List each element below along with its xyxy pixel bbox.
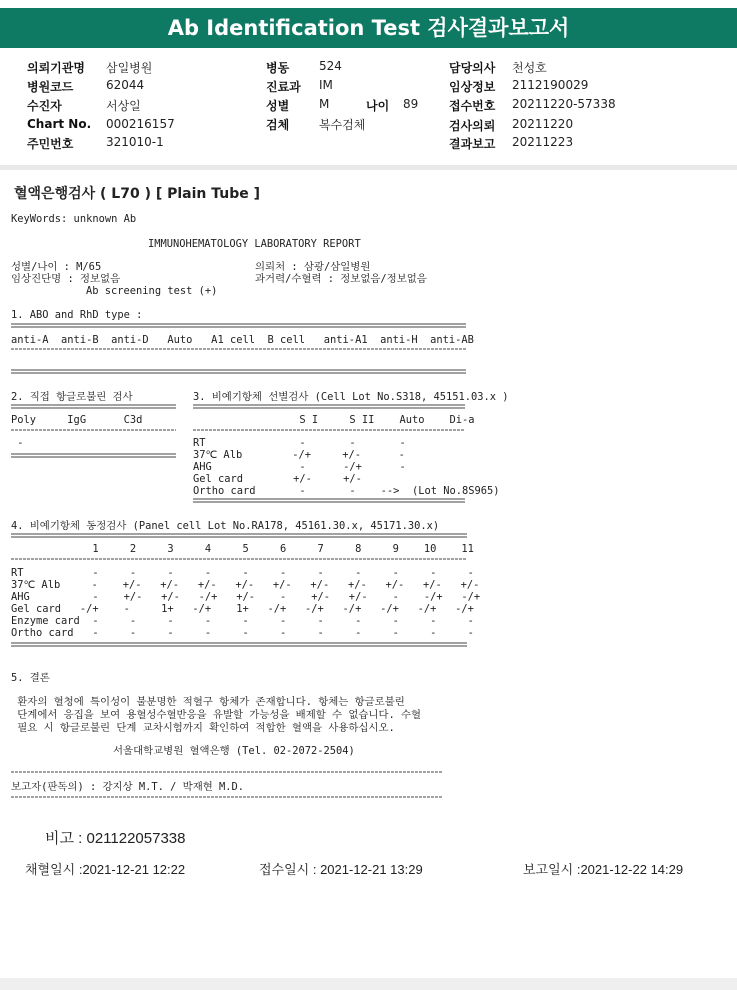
- conclusion-title: 5. 결론: [11, 672, 50, 684]
- header-label: Chart No.: [27, 117, 92, 131]
- panel-headers: 1 2 3 4 5 6 7 8 9 10 11: [11, 543, 474, 555]
- diagnosis: 임상진단명 : 정보없음: [11, 273, 121, 285]
- panel-row: 37℃ Alb - +/- +/- +/- +/- +/- +/- +/- +/- +/- +/-: [11, 579, 480, 591]
- header-label: 병동: [266, 61, 290, 75]
- note: 비고 : 021122057338: [45, 830, 186, 847]
- screening-section-title: 3. 비예기항체 선별검사 (Cell Lot No.S318, 45151.03.x ): [193, 391, 509, 403]
- screening-row: RT - - -: [193, 437, 406, 449]
- reporter: 보고자(판독의) : 강지상 M.T. / 박재현 M.D.: [11, 781, 245, 793]
- report-title-banner: [0, 8, 737, 48]
- received-time: 접수일시 : 2021-12-21 13:29: [259, 862, 423, 877]
- dat-section-title: 2. 직접 항글로불린 검사: [11, 391, 133, 403]
- conclusion-line: 환자의 혈청에 특이성이 불분명한 적혈구 항체가 존재합니다. 항체는 항글로불린: [11, 696, 405, 708]
- header-label: 결과보고: [449, 137, 496, 151]
- history: 과거력/수혈력 : 정보없음/정보없음: [255, 273, 427, 285]
- institution: 서울대학교병원 혈액은행 (Tel. 02-2072-2504): [113, 745, 355, 757]
- header-value: 삼일병원: [106, 61, 153, 75]
- conclusion-line: 단계에서 응집을 보여 용혈성수혈반응을 유발할 가능성을 배제할 수 없습니다. 수혈: [11, 709, 422, 721]
- header-label: 의뢰기관명: [27, 61, 85, 75]
- header-value: 천성호: [512, 61, 547, 75]
- header-label: 수진자: [27, 99, 62, 113]
- dat-headers: Poly IgG C3d: [11, 414, 143, 426]
- header-label: 검사의뢰: [449, 119, 496, 133]
- header-value: 524: [319, 59, 342, 73]
- dat-value: -: [11, 437, 24, 449]
- screening-row: Ortho card - - --> (Lot No.8S965): [193, 485, 500, 497]
- reported-time: 보고일시 :2021-12-22 14:29: [523, 862, 684, 877]
- panel-row: RT - - - - - - - - - - -: [11, 567, 474, 579]
- header-label: 나이: [366, 99, 390, 113]
- screening-result: Ab screening test (+): [86, 285, 218, 297]
- panel-row: Enzyme card - - - - - - - - - - -: [11, 615, 474, 627]
- collected-time: 채혈일시 :2021-12-21 12:22: [25, 862, 186, 877]
- header-value: IM: [319, 78, 333, 92]
- abo-table-rules: [11, 322, 469, 382]
- header-label: 담당의사: [449, 61, 496, 75]
- panel-row: Gel card -/+ - 1+ -/+ 1+ -/+ -/+ -/+ -/+ -/+ -/+: [11, 603, 474, 615]
- abo-section-title: 1. ABO and RhD type :: [11, 309, 143, 321]
- sex-age: 성별/나이 : M/65: [11, 261, 102, 273]
- header-value: 62044: [106, 78, 145, 92]
- screening-row: AHG - -/+ -: [193, 461, 406, 473]
- header-value: 2112190029: [512, 78, 589, 92]
- header-value: 000216157: [106, 117, 175, 131]
- header-label: 진료과: [266, 80, 301, 94]
- header-label: 병원코드: [27, 80, 74, 94]
- conclusion-line: 필요 시 항글로불린 단계 교차시험까지 확인하여 적합한 혈액을 사용하십시오.: [11, 722, 395, 734]
- keywords-line: KeyWords: unknown Ab: [11, 213, 137, 225]
- panel-row: Ortho card - - - - - - - - - - -: [11, 627, 474, 639]
- section-title: 혈액은행검사 ( L70 ) [ Plain Tube ]: [14, 186, 261, 202]
- header-divider: [0, 165, 737, 170]
- header-value: 321010-1: [106, 135, 164, 149]
- panel-row: AHG - +/- +/- -/+ +/- - +/- +/- - -/+ -/+: [11, 591, 481, 603]
- requester: 의뢰처 : 삼광/삼일병원: [255, 261, 371, 273]
- report-title: Ab Identification Test 검사결과보고서: [167, 16, 570, 40]
- header-value: M: [319, 97, 330, 111]
- abo-table-headers: anti-A anti-B anti-D Auto A1 cell B cell anti-A1 anti-H anti-AB: [11, 334, 474, 346]
- panel-section-title: 4. 비예기항체 동정검사 (Panel cell Lot No.RA178, 45161.30.x, 45171.30.x): [11, 520, 440, 532]
- header-value: 20211220: [512, 117, 574, 131]
- header-label: 접수번호: [449, 99, 496, 113]
- header-label: 주민번호: [27, 137, 74, 151]
- screening-row: 37℃ Alb -/+ +/- -: [193, 449, 405, 461]
- bottom-bar: [0, 978, 737, 990]
- header-label: 임상정보: [449, 80, 496, 94]
- screening-row: Gel card +/- +/-: [193, 473, 362, 485]
- header-label: 성별: [266, 99, 290, 113]
- header-value: 20211220-57338: [512, 97, 616, 111]
- dat-table-rules: [11, 403, 181, 463]
- header-label: 검체: [266, 118, 290, 132]
- header-value: 복수검체: [319, 118, 366, 132]
- screening-headers: S I S II Auto Di-a: [193, 414, 475, 426]
- header-value: 89: [403, 97, 419, 111]
- header-value: 20211223: [512, 135, 574, 149]
- header-value: 서상일: [106, 99, 141, 113]
- lab-report-title: IMMUNOHEMATOLOGY LABORATORY REPORT: [148, 238, 361, 250]
